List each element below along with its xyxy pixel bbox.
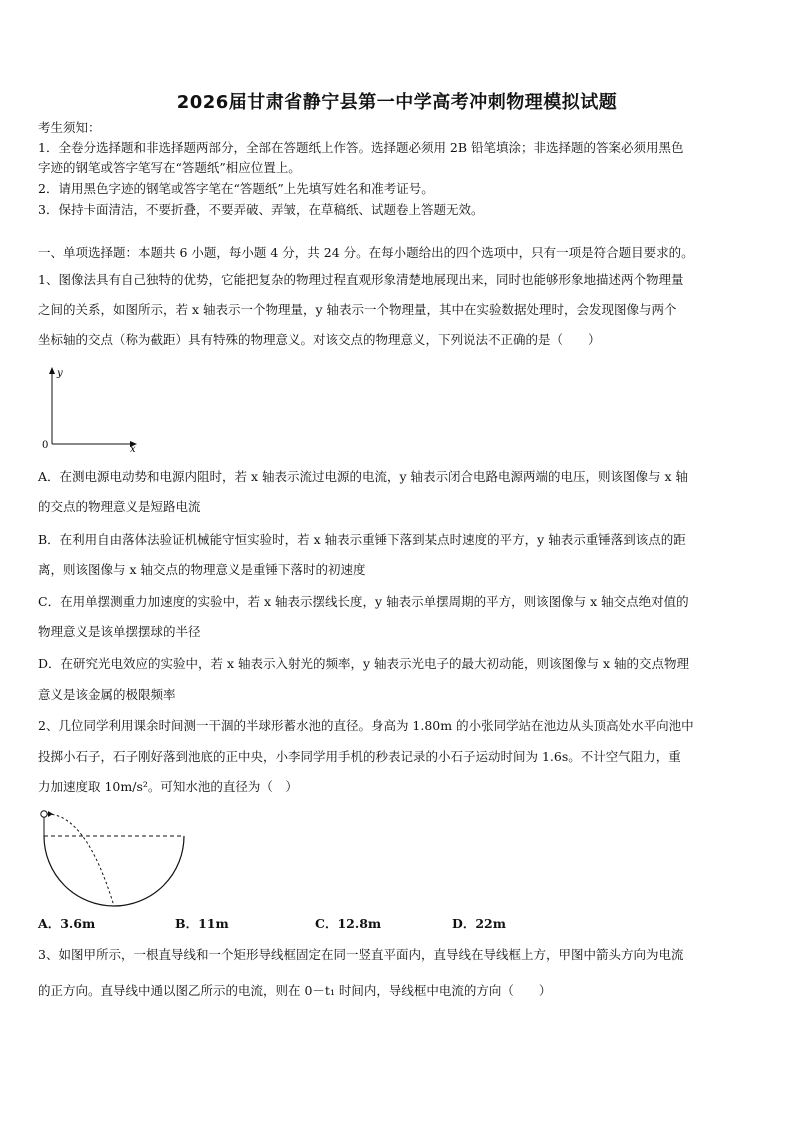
notice-heading: 考生须知： xyxy=(38,120,101,135)
page-title: 2026届甘肃省静宁县第一中学高考冲刺物理模拟试题 xyxy=(176,92,618,113)
q1-option-d: D．在研究光电效应的实验中，若 x 轴表示入射光的频率，y 轴表示光电子的最大初动能，则该图像与 x 轴的交点物理 xyxy=(38,656,690,671)
q1-option-b: 离，则该图像与 x 轴交点的物理意义是重锤下落时的初速度 xyxy=(38,562,366,577)
notice-item: 2．请用黑色字迹的钢笔或答字笔在“答题纸”上先填写姓名和准考证号。 xyxy=(38,181,434,196)
q1-option-a: 的交点的物理意义是短路电流 xyxy=(38,499,201,514)
q2-option-c: C．12.8m xyxy=(315,916,382,931)
y-axis-label: y xyxy=(57,368,63,379)
question-3-text: 3、如图甲所示，一根直导线和一个矩形导线框固定在同一竖直平面内，直导线在导线框上方，甲图中箭头方向为电流 xyxy=(38,947,684,962)
q2-pool-diagram xyxy=(36,806,188,908)
q2-option-b: B．11m xyxy=(175,916,229,931)
q1-option-c: C．在用单摆测重力加速度的实验中，若 x 轴表示摆线长度，y 轴表示单摆周期的平方，则该图像与 x 轴交点绝对值的 xyxy=(38,594,689,609)
question-1-text: 之间的关系，如图所示，若 x 轴表示一个物理量，y 轴表示一个物理量，其中在实验数据处理时，会发现图像与两个 xyxy=(38,302,677,317)
q1-option-b: B．在利用自由落体法验证机械能守恒实验时，若 x 轴表示重锤下落到某点时速度的平方，y 轴表示重锤落到该点的距 xyxy=(38,532,686,547)
question-3-text: 的正方向。直导线中通以图乙所示的电流，则在 0－t₁ 时间内，导线框中电流的方向（ ） xyxy=(38,983,552,998)
q1-option-d: 意义是该金属的极限频率 xyxy=(38,687,176,702)
notice-item: 3．保持卡面清洁，不要折叠，不要弄破、弄皱，在草稿纸、试题卷上答题无效。 xyxy=(38,202,484,217)
question-2-text: 投掷小石子，石子刚好落到池底的正中央，小李同学用手机的秒表记录的小石子运动时间为 1.6s。不计空气阻力，重 xyxy=(38,749,681,764)
q2-option-a: A．3.6m xyxy=(38,916,96,931)
question-2-text: 2、几位同学利用课余时间测一干涸的半球形蓄水池的直径。身高为 1.80m 的小张同学站在池边从头顶高处水平向池中 xyxy=(38,718,694,733)
notice-item: 字迹的钢笔或答字笔写在“答题纸”相应位置上。 xyxy=(38,160,301,175)
x-axis-label: x xyxy=(130,444,136,454)
q2-option-d: D．22m xyxy=(452,916,506,931)
hemisphere-pool xyxy=(44,836,184,906)
origin-label: 0 xyxy=(42,440,49,451)
question-1-text: 坐标轴的交点（称为截距）具有特殊的物理意义。对该交点的物理意义，下列说法不正确的是（ ） xyxy=(38,332,601,347)
section-heading: 一、单项选择题：本题共 6 小题，每小题 4 分，共 24 分。在每小题给出的四个选项中，只有一项是符合题目要求的。 xyxy=(38,245,694,260)
question-2-text: 力加速度取 10m/s²。可知水池的直径为（ ） xyxy=(38,779,298,794)
y-axis-arrow-icon xyxy=(49,367,55,374)
stone-trajectory xyxy=(47,814,114,906)
question-1-text: 1、图像法具有自己独特的优势，它能把复杂的物理过程直观形象清楚地展现出来，同时也能够形象地描述两个物理量 xyxy=(38,272,684,287)
stone-icon xyxy=(41,811,47,817)
arrow-right-icon xyxy=(48,811,53,817)
q1-axes-graph xyxy=(38,364,148,454)
q1-option-a: A．在测电源电动势和电源内阻时，若 x 轴表示流过电源的电流，y 轴表示闭合电路电源两端的电压，则该图像与 x 轴 xyxy=(38,469,689,484)
notice-item: 1．全卷分选择题和非选择题两部分，全部在答题纸上作答。选择题必须用 2B 铅笔填涂；非选择题的答案必须用黑色 xyxy=(38,140,684,155)
q1-option-c: 物理意义是该单摆摆球的半径 xyxy=(38,624,201,639)
